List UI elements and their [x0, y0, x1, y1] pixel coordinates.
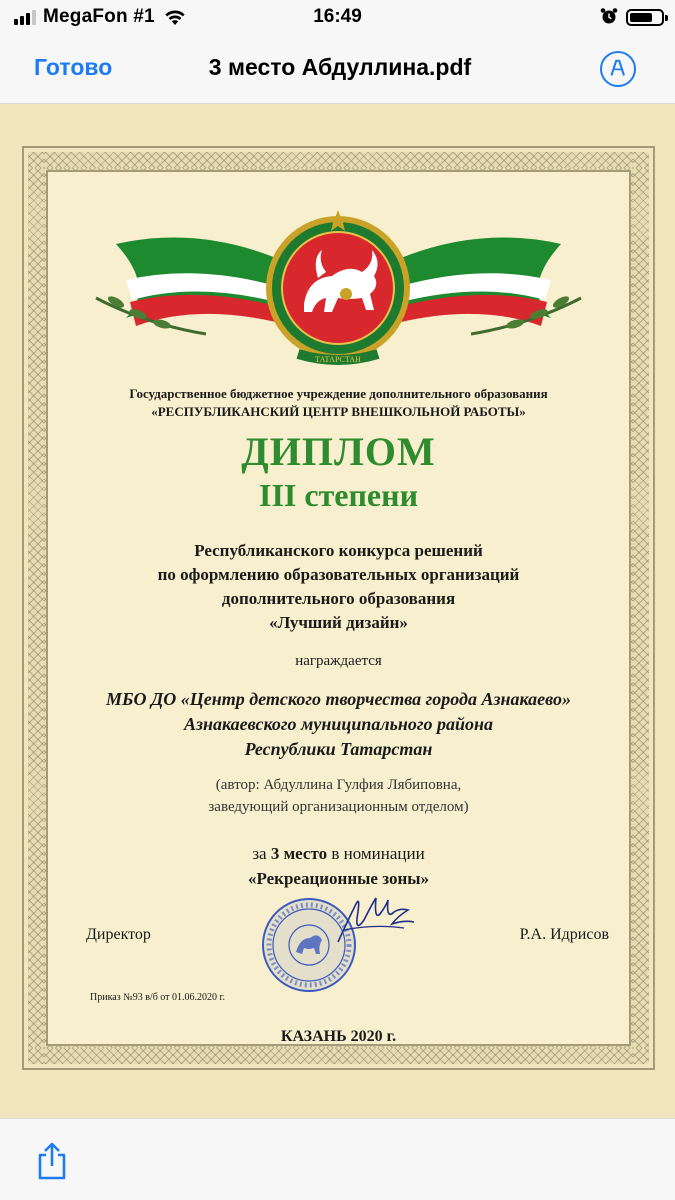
done-button[interactable]: Готово: [34, 54, 113, 80]
director-name: Р.А. Идрисов: [519, 926, 609, 943]
share-button[interactable]: [34, 1141, 70, 1181]
contest-line: по оформлению образовательных организаций: [157, 565, 520, 584]
recipient-line: Азнакаевского муниципального района: [183, 714, 494, 734]
place-line: [46, 844, 631, 864]
status-time: 16:49: [313, 6, 362, 27]
share-icon: [34, 1141, 70, 1181]
org-line-1: Государственное бюджетное учреждение дополнительного образования: [129, 386, 548, 401]
director-signature: [334, 890, 416, 950]
pdf-viewer[interactable]: [0, 104, 675, 1118]
certificate: [46, 170, 631, 1046]
diploma-degree: III степени: [259, 477, 418, 513]
recipient-line: МБО ДО «Центр детского творчества города Азнакаево»: [106, 689, 571, 709]
status-bar: [0, 0, 675, 36]
carrier-name: MegaFon #1: [43, 6, 155, 27]
nomination: «Рекреационные зоны»: [247, 869, 430, 888]
markup-button[interactable]: [600, 51, 636, 87]
city-year: КАЗАНЬ 2020 г.: [280, 1028, 397, 1045]
recipient-line: Республики Татарстан: [244, 739, 433, 759]
contest-title: «Лучший дизайн»: [269, 613, 408, 632]
alarm-icon: [600, 7, 618, 25]
contest-line: дополнительного образования: [221, 589, 456, 608]
document-title: 3 место Абдуллина.pdf: [208, 54, 472, 80]
awarded-label: награждается: [295, 653, 382, 669]
contest-line: Республиканского конкурса решений: [194, 541, 483, 560]
author-line: заведующий организационным отделом): [208, 799, 469, 815]
author-line: (автор: Абдуллина Гулфия Лябиповна,: [215, 777, 462, 793]
place-suffix: в номинации: [331, 844, 425, 863]
battery-icon: [626, 9, 664, 26]
director-label: Директор: [86, 926, 151, 943]
place-value: 3 место: [270, 844, 328, 863]
tatarstan-emblem: [86, 206, 591, 366]
diploma-heading: ДИПЛОМ: [241, 429, 436, 474]
place-prefix: за: [252, 844, 267, 863]
emblem-text: ТАТАРСТАН: [315, 355, 361, 364]
nav-bar: [0, 36, 675, 104]
markup-pen-icon: [602, 53, 633, 84]
bottom-toolbar: [0, 1118, 675, 1200]
order-reference: Приказ №93 в/б от 01.06.2020 г.: [90, 992, 226, 1003]
org-line-2: «РЕСПУБЛИКАНСКИЙ ЦЕНТР ВНЕШКОЛЬНОЙ РАБОТЫ»: [151, 404, 526, 419]
